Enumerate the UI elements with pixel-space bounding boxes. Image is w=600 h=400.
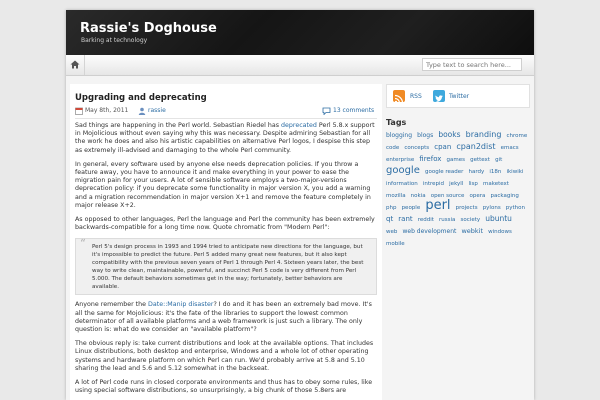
tag-link[interactable]: open source [430,193,465,199]
tag-link[interactable]: intrepid [422,181,445,187]
tag-link[interactable]: reddit [417,217,434,223]
post-author[interactable]: rassie [148,107,166,114]
comment-icon [322,107,331,115]
tag-link[interactable]: society [460,217,481,223]
tag-cloud [386,128,528,248]
calendar-icon [75,107,83,115]
tag-link[interactable]: nokia [410,193,426,199]
tag-link[interactable]: git [495,157,503,163]
tag-link[interactable]: books [438,130,461,139]
tag-link[interactable]: web development [402,228,457,235]
tag-link[interactable]: projects [455,205,478,211]
tag-link[interactable]: code [386,145,400,151]
tag-link[interactable]: qt [386,215,394,223]
tag-link[interactable]: gettext [470,157,490,163]
tag-link[interactable]: branding [465,130,502,139]
tag-link[interactable]: packaging [490,193,519,199]
search-input[interactable] [422,58,522,71]
tag-link[interactable]: firefox [419,155,442,163]
post-body [75,122,377,400]
tag-link[interactable]: cpan2dist [456,142,496,151]
rss-icon[interactable] [393,90,405,102]
tag-link[interactable]: ubuntu [485,214,512,223]
paragraph: Sad things are happening in the Perl world. Sebastian Riedel has deprecated Perl 5.8.x support in Mojolicious without even saying why this was necessary. Despite admiring Sebastian for all the work he does and also his artistic capabilities on alternative Perl logos, I despise this step as extremely ill-advised and damaging to the whole Perl community. [75,122,375,154]
deprecated-link[interactable]: deprecated [281,122,317,129]
tag-link[interactable]: opera [469,193,486,199]
tag-link[interactable]: google reader [424,169,464,175]
page-wrapper [66,10,534,400]
paragraph: A lot of Perl code runs in closed corporate environments and thus has to obey some rules, like using special software distributions, so unsurprisingly, a big chunk of those 5.8ers are [75,379,373,395]
site-title[interactable]: Rassie's Doghouse [80,21,217,36]
date-manip-link[interactable]: Date::Manip disaster [148,301,214,309]
tag-link[interactable]: windows [488,229,512,235]
site-description: Barking at technology [81,37,148,44]
paragraph: Anyone remember the Date::Manip disaster? I do and it has been an extremely bad move. It's all the same for Mojolicious: it's the fate of the libraries to support the lowest common determinator of all available platforms and a web framework is just such a library. The only question is: what do we consider an "available platform"? [75,301,372,334]
post-title[interactable]: Upgrading and deprecating [75,93,207,103]
tag-link[interactable]: enterprise [386,157,415,163]
tag-link[interactable]: rant [398,215,413,223]
tag-link[interactable]: people [401,205,421,211]
tag-link[interactable]: maketext [482,181,509,187]
main-content [70,84,382,400]
tag-link[interactable]: chrome [506,133,528,139]
tag-link[interactable]: perl [425,198,451,213]
tag-link[interactable]: blogs [417,132,434,139]
home-icon [66,55,84,75]
tag-link[interactable]: google [386,165,420,176]
twitter-icon[interactable] [433,90,445,102]
tag-link[interactable]: python [505,205,526,211]
paragraph: As opposed to other languages, Perl the language and Perl the community has been extremely backwards-compatible for a long time now. Quote chromatic from "Modern Perl": [75,216,375,232]
navigation-bar [66,55,534,76]
tag-link[interactable]: jekyll [449,181,464,187]
twitter-link[interactable]: Twitter [449,93,470,100]
tag-link[interactable]: webkit [461,227,484,235]
tag-link[interactable]: mozilla [386,193,406,199]
comments-link[interactable]: 13 comments [333,107,375,114]
tag-link[interactable]: php [386,205,397,211]
tag-link[interactable]: ikiwiki [506,169,524,175]
paragraph: The obvious reply is: take current distributions and look at the available options. That includes Linux distributions, both desktop and enterprise, Windows and a whole lot of other operating systems and hardware platform on which Perl can run. We'd probably arrive at 5.8 and 5.10 sharing the lead and 5.6 and 5.12 somewhat in the backseat. [75,340,374,372]
tag-link[interactable]: russia [439,217,456,223]
sidebar [386,84,530,400]
author-icon [138,107,146,115]
tag-link[interactable]: information [386,181,418,187]
post-date: May 8th, 2011 [85,107,129,114]
rss-link[interactable]: RSS [410,93,422,100]
feeds-box [386,84,530,108]
tag-link[interactable]: blogging [386,132,413,139]
post-meta [75,106,377,119]
tag-link[interactable]: pylons [482,205,501,211]
tag-link[interactable]: games [446,157,465,163]
tag-link[interactable]: lisp [468,181,478,187]
tag-link[interactable]: i18n [489,169,502,175]
site-header [66,10,534,55]
tag-link[interactable]: web [386,229,398,235]
tag-link[interactable]: cpan [434,143,452,151]
tag-link[interactable]: concepts [404,145,430,151]
quote-icon: “ [80,237,86,251]
tag-link[interactable]: hardy [468,169,485,175]
blockquote: “ Perl 5's design process in 1993 and 1994 tried to anticipate new directions for the language, but it's impossible to predict the future. Perl 5 added many great new features, but it also kept compatibility with the previous seven years of Perl 1 through Perl 4. Sixteen years later, the best way to write clean, maintainable, powerful, and succinct Perl 5 code is very different from Perl 5.000. The default behaviors sometimes get in the way; fortunately, better behaviors are available. [75,238,377,295]
home-tab[interactable] [66,55,85,75]
tag-link[interactable]: mobile [386,241,405,247]
tag-link[interactable]: emacs [500,145,519,151]
tags-heading: Tags [386,118,407,127]
paragraph: In general, every software used by anyone else needs deprecation policies. If you throw a feature away, you have to announce it and make everything in your power to ease the migration pain for your users. A lot of sensible software employs a two-major-versions deprecation policy: if you deprecate some functionality in major version X, you add a warning and a migration recommendation in major version X+1 and remove the feature completely in major release X+2. [75,160,371,209]
